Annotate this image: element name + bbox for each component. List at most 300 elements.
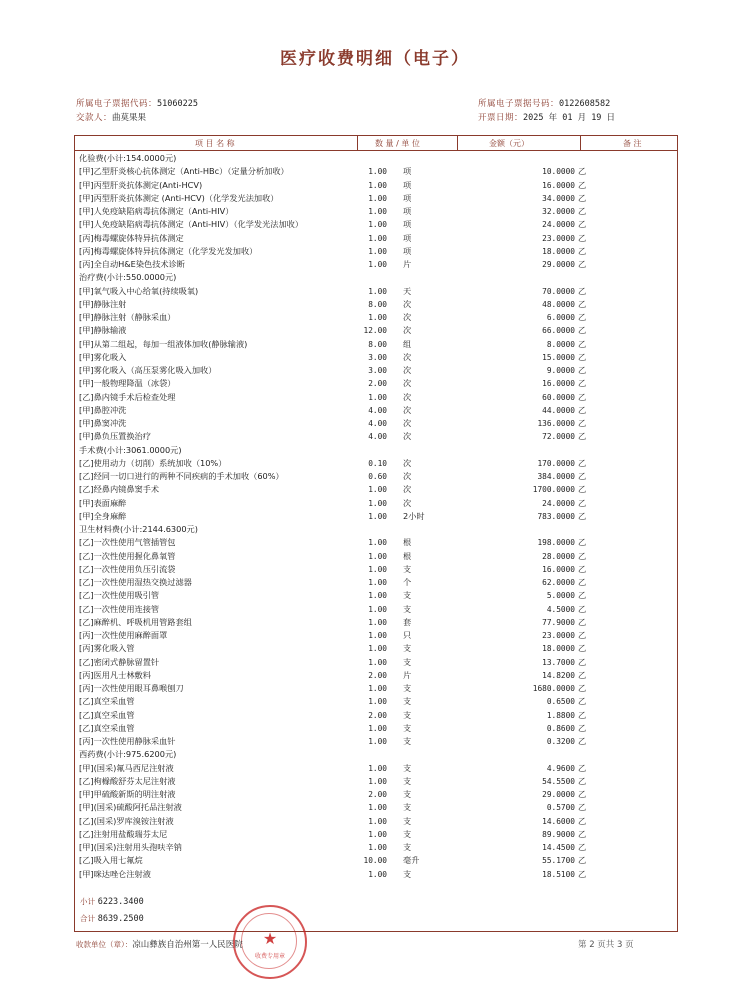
item-unit: 支 <box>403 643 412 654</box>
item-quantity: 1.00 <box>368 843 387 852</box>
item-amount: 1680.0000 <box>532 684 575 693</box>
item-name: [乙]真空采血管 <box>79 696 135 707</box>
item-unit: 支 <box>403 696 412 707</box>
item-name: [甲]雾化吸入 <box>79 351 127 362</box>
subtotal-value: 6223.3400 <box>97 897 144 907</box>
item-quantity: 1.00 <box>368 763 387 773</box>
table-row <box>75 695 677 708</box>
item-unit: 项 <box>403 166 412 177</box>
payee-label: 收款单位（章）： <box>76 940 133 949</box>
item-amount: 10.0000 <box>542 167 575 177</box>
item-note: 乙 <box>578 722 587 733</box>
item-amount: 14.6000 <box>542 816 575 826</box>
seal-star-icon: ★ <box>262 929 278 948</box>
table-row <box>75 603 677 616</box>
item-unit: 支 <box>403 762 412 773</box>
table-row <box>75 722 677 735</box>
item-unit: 只 <box>403 630 412 640</box>
item-quantity: 1.00 <box>368 604 387 614</box>
table-row <box>75 709 677 722</box>
item-amount: 8.0000 <box>546 339 575 349</box>
category-label: 卫生材料费(小计:2144.6300元) <box>79 524 198 534</box>
item-unit: 支 <box>403 603 412 614</box>
item-amount: 0.8600 <box>546 723 575 733</box>
item-amount: 1700.0000 <box>532 485 575 495</box>
item-unit: 次 <box>403 298 412 309</box>
item-name: [乙]一次性使用气管插管包 <box>79 537 176 548</box>
item-amount: 198.0000 <box>537 538 575 548</box>
item-name: [甲](国采)氟马西尼注射液 <box>79 762 174 773</box>
item-name: [甲]丙型肝炎抗体测定 (Anti-HCV)（化学发光法加收） <box>79 192 279 203</box>
item-note: 乙 <box>578 457 587 468</box>
item-note: 乙 <box>578 285 587 296</box>
item-note: 乙 <box>578 298 587 309</box>
table-row <box>75 775 677 788</box>
item-note: 乙 <box>578 166 587 177</box>
table-row <box>75 669 677 682</box>
item-quantity: 1.00 <box>368 776 387 786</box>
item-amount: 18.0000 <box>542 644 575 654</box>
table-row <box>75 815 677 828</box>
item-amount: 48.0000 <box>542 299 575 309</box>
header-note: 备 注 <box>623 139 642 148</box>
subtotal-label: 小计 <box>80 897 95 906</box>
item-name: [甲]雾化吸入（高压泵雾化吸入加收） <box>79 365 217 375</box>
item-unit: 支 <box>403 842 412 852</box>
item-amount: 54.5500 <box>542 776 575 786</box>
item-note: 乙 <box>578 616 587 627</box>
issue-date-value: 2025 年 01 月 19 日 <box>523 113 616 123</box>
table-row <box>75 285 677 298</box>
bill-number-label: 所属电子票据号码： <box>478 99 560 109</box>
item-amount: 29.0000 <box>542 260 575 269</box>
item-amount: 4.5000 <box>546 604 575 614</box>
item-note: 乙 <box>578 775 587 786</box>
category-row <box>75 271 677 284</box>
item-note: 乙 <box>578 497 587 508</box>
table-body <box>75 152 677 881</box>
item-quantity: 8.00 <box>368 299 387 309</box>
item-name: [丙]梅毒螺旋体特异抗体测定 <box>79 232 184 243</box>
item-note: 乙 <box>578 590 587 601</box>
item-name: [乙]真空采血管 <box>79 722 135 733</box>
subtotal <box>80 896 144 907</box>
item-unit: 套 <box>403 616 412 627</box>
item-unit: 次 <box>403 404 412 415</box>
item-name: [甲](国采)注射用头孢呋辛钠 <box>79 842 182 852</box>
item-quantity: 1.00 <box>368 193 387 203</box>
table-row <box>75 868 677 881</box>
item-unit: 支 <box>403 563 412 574</box>
table-row <box>75 179 677 192</box>
item-note: 乙 <box>578 510 587 521</box>
item-unit: 个 <box>403 577 412 587</box>
table-header <box>75 136 677 151</box>
item-name: [甲]人免疫缺陷病毒抗体测定（Anti-HIV） <box>79 206 234 216</box>
item-unit: 支 <box>403 815 412 826</box>
item-unit: 项 <box>403 219 412 230</box>
item-quantity: 1.00 <box>368 167 387 177</box>
item-unit: 次 <box>403 351 412 362</box>
item-amount: 77.9000 <box>542 617 575 627</box>
item-unit: 支 <box>403 656 412 667</box>
category-row <box>75 523 677 536</box>
item-note: 乙 <box>578 683 587 693</box>
item-unit: 次 <box>403 365 412 375</box>
header-qty-unit: 数 量 / 单 位 <box>375 139 420 148</box>
item-unit: 毫升 <box>403 855 420 866</box>
item-name: [乙]使用动力（切削）系统加收（10%） <box>79 457 227 468</box>
table-row <box>75 377 677 390</box>
table-row <box>75 324 677 337</box>
item-note: 乙 <box>578 709 587 720</box>
item-name: [乙](国采)罗库溴铵注射液 <box>79 815 174 826</box>
item-note: 乙 <box>578 789 587 799</box>
item-amount: 1.8800 <box>546 710 575 720</box>
table-row <box>75 232 677 245</box>
item-unit: 根 <box>403 550 412 561</box>
category-label: 治疗费(小计:550.0000元) <box>79 272 177 283</box>
item-quantity: 1.00 <box>368 538 387 548</box>
item-quantity: 1.00 <box>368 260 387 269</box>
table-row <box>75 298 677 311</box>
table-row <box>75 457 677 470</box>
item-unit: 片 <box>403 259 412 269</box>
table-row <box>75 470 677 483</box>
table-row <box>75 788 677 801</box>
table-row <box>75 351 677 364</box>
item-quantity: 4.00 <box>368 432 387 442</box>
item-name: [甲](国采)硫酸阿托品注射液 <box>79 802 182 813</box>
item-note: 乙 <box>578 391 587 402</box>
item-quantity: 1.00 <box>368 591 387 601</box>
item-unit: 次 <box>403 378 412 389</box>
item-amount: 0.6500 <box>546 697 575 707</box>
item-quantity: 1.00 <box>368 657 387 667</box>
item-name: [甲]人免疫缺陷病毒抗体测定（Anti-HIV）（化学发光法加收） <box>79 219 304 230</box>
item-unit: 项 <box>403 192 412 203</box>
table-row <box>75 550 677 563</box>
issue-date-label: 开票日期： <box>478 113 524 123</box>
item-note: 乙 <box>578 245 587 256</box>
item-name: [甲]静脉输液 <box>79 325 127 336</box>
item-amount: 14.8200 <box>542 670 575 680</box>
item-unit: 支 <box>403 802 412 813</box>
item-amount: 16.0000 <box>542 379 575 389</box>
item-amount: 4.9600 <box>546 763 575 773</box>
item-quantity: 1.00 <box>368 697 387 707</box>
bill-code-label: 所属电子票据代码： <box>76 99 158 109</box>
table-row <box>75 497 677 510</box>
item-quantity: 1.00 <box>368 485 387 495</box>
table-row <box>75 801 677 814</box>
hospital-seal <box>233 905 307 979</box>
item-name: [乙]麻醉机、呼吸机用管路套组 <box>79 616 192 627</box>
item-note: 乙 <box>578 630 587 640</box>
item-name: [甲]鼻窦冲洗 <box>79 418 127 428</box>
page-title: 医疗收费明细（电子） <box>280 49 470 69</box>
item-amount: 9.0000 <box>546 366 575 375</box>
item-unit: 次 <box>403 312 412 322</box>
item-amount: 0.3200 <box>546 737 575 746</box>
item-name: [乙]一次性使用吸引管 <box>79 590 160 601</box>
item-note: 乙 <box>578 855 587 866</box>
item-unit: 次 <box>403 431 412 442</box>
item-name: [乙]一次性使用连接管 <box>79 603 160 614</box>
payer-label: 交款人： <box>76 113 113 123</box>
item-note: 乙 <box>578 736 587 746</box>
item-quantity: 12.00 <box>363 326 387 336</box>
payer-value: 曲莫果果 <box>112 113 147 123</box>
table-row <box>75 576 677 589</box>
table-row <box>75 536 677 549</box>
item-quantity: 1.00 <box>368 551 387 561</box>
item-unit: 项 <box>403 206 412 216</box>
item-note: 乙 <box>578 378 587 389</box>
item-note: 乙 <box>578 471 587 481</box>
item-unit: 组 <box>403 338 412 349</box>
item-amount: 783.0000 <box>537 511 575 521</box>
item-quantity: 1.00 <box>368 578 387 587</box>
item-unit: 次 <box>403 484 412 495</box>
item-note: 乙 <box>578 404 587 415</box>
item-quantity: 3.00 <box>368 366 387 375</box>
item-quantity: 2.00 <box>368 790 387 799</box>
item-quantity: 4.00 <box>368 419 387 428</box>
item-amount: 23.0000 <box>542 631 575 640</box>
item-unit: 项 <box>403 245 412 256</box>
item-amount: 18.5100 <box>542 869 575 879</box>
header-divider <box>457 136 458 150</box>
item-quantity: 1.00 <box>368 233 387 243</box>
item-amount: 70.0000 <box>542 286 575 296</box>
item-unit: 次 <box>403 391 412 402</box>
item-amount: 16.0000 <box>542 180 575 190</box>
item-quantity: 1.00 <box>368 803 387 813</box>
item-quantity: 8.00 <box>368 339 387 349</box>
item-note: 乙 <box>578 656 587 667</box>
item-name: [甲]一般物理降温（冰袋） <box>79 378 176 389</box>
item-note: 乙 <box>578 868 587 879</box>
item-amount: 24.0000 <box>542 498 575 508</box>
item-quantity: 1.00 <box>368 246 387 256</box>
item-unit: 支 <box>403 828 412 839</box>
item-note: 乙 <box>578 762 587 773</box>
item-quantity: 2.00 <box>368 710 387 720</box>
item-name: [甲]全身麻醉 <box>79 510 127 521</box>
item-quantity: 1.00 <box>368 829 387 839</box>
item-name: [丙]雾化吸入管 <box>79 643 135 654</box>
item-name: [乙]吸入用七氟烷 <box>79 855 143 866</box>
item-name: [丙]全自动H&E染色技术诊断 <box>79 259 185 269</box>
item-note: 乙 <box>578 338 587 349</box>
item-amount: 28.0000 <box>542 551 575 561</box>
table-row <box>75 483 677 496</box>
item-amount: 18.0000 <box>542 246 575 256</box>
item-name: [丙]一次性使用麻醉面罩 <box>79 630 168 640</box>
item-note: 乙 <box>578 577 587 587</box>
table-row <box>75 245 677 258</box>
item-quantity: 1.00 <box>368 511 387 521</box>
item-unit: 支 <box>403 868 412 879</box>
total-value: 8639.2500 <box>97 914 144 924</box>
item-note: 乙 <box>578 418 587 428</box>
table-row <box>75 854 677 867</box>
bill-number <box>478 97 610 109</box>
item-name: [乙]经鼻内镜鼻窦手术 <box>79 484 160 495</box>
item-unit: 次 <box>403 325 412 336</box>
item-unit: 天 <box>403 285 412 296</box>
item-quantity: 1.00 <box>368 564 387 574</box>
item-amount: 66.0000 <box>542 326 575 336</box>
bill-number-value: 0122608582 <box>559 99 611 109</box>
item-note: 乙 <box>578 550 587 561</box>
item-note: 乙 <box>578 219 587 230</box>
item-note: 乙 <box>578 802 587 813</box>
item-quantity: 2.00 <box>368 379 387 389</box>
item-note: 乙 <box>578 179 587 190</box>
item-note: 乙 <box>578 206 587 216</box>
item-name: [丙]梅毒螺旋体特异抗体测定（化学发光发加收） <box>79 245 258 256</box>
item-quantity: 1.00 <box>368 684 387 693</box>
item-note: 乙 <box>578 484 587 495</box>
item-name: [甲]静脉注射（静脉采血） <box>79 312 176 322</box>
item-name: [甲]表面麻醉 <box>79 497 127 508</box>
item-amount: 13.7000 <box>542 657 575 667</box>
header-divider <box>357 136 358 150</box>
item-name: [甲]鼻负压置换治疗 <box>79 431 151 442</box>
item-quantity: 1.00 <box>368 869 387 879</box>
item-amount: 384.0000 <box>537 472 575 481</box>
header-divider <box>580 136 581 150</box>
item-amount: 62.0000 <box>542 578 575 587</box>
item-quantity: 2.00 <box>368 670 387 680</box>
item-note: 乙 <box>578 643 587 654</box>
table-row <box>75 338 677 351</box>
table-row <box>75 205 677 218</box>
item-name: [甲]甲硫酸新斯的明注射液 <box>79 789 176 799</box>
payee-value: 凉山彝族自治州第一人民医院 <box>132 940 243 950</box>
item-name: [乙]经同一切口进行的两种不同疾病的手术加收（60%） <box>79 471 284 481</box>
item-name: [乙]一次性使用握化鼻氧管 <box>79 550 176 561</box>
item-note: 乙 <box>578 815 587 826</box>
item-quantity: 1.00 <box>368 313 387 322</box>
item-quantity: 10.00 <box>363 856 387 866</box>
item-note: 乙 <box>578 842 587 852</box>
item-unit: 支 <box>403 789 412 799</box>
table-row <box>75 629 677 642</box>
item-unit: 支 <box>403 736 412 746</box>
item-unit: 次 <box>403 418 412 428</box>
item-quantity: 0.10 <box>368 458 387 468</box>
item-note: 乙 <box>578 192 587 203</box>
item-note: 乙 <box>578 563 587 574</box>
item-quantity: 1.00 <box>368 723 387 733</box>
item-amount: 29.0000 <box>542 790 575 799</box>
table-row <box>75 391 677 404</box>
grand-total <box>80 913 144 924</box>
item-amount: 55.1700 <box>542 856 575 866</box>
item-quantity: 1.00 <box>368 207 387 216</box>
table-row <box>75 192 677 205</box>
item-unit: 项 <box>403 179 412 190</box>
category-label: 化验费(小计:154.0000元) <box>79 153 177 163</box>
item-amount: 44.0000 <box>542 405 575 415</box>
item-name: [丙]医用凡士林敷料 <box>79 669 151 680</box>
table-row <box>75 841 677 854</box>
issue-date <box>478 111 615 123</box>
header-amount: 金额（元） <box>489 139 529 148</box>
item-unit: 支 <box>403 775 412 786</box>
item-quantity: 1.00 <box>368 644 387 654</box>
item-quantity: 1.00 <box>368 392 387 402</box>
table-row <box>75 616 677 629</box>
item-unit: 次 <box>403 457 412 468</box>
item-note: 乙 <box>578 431 587 442</box>
item-name: [甲]从第二组起，每加一组液体加收(静脉输液) <box>79 338 248 349</box>
item-unit: 支 <box>403 722 412 733</box>
item-note: 乙 <box>578 351 587 362</box>
category-label: 手术费(小计:3061.0000元) <box>79 444 182 455</box>
item-amount: 34.0000 <box>542 193 575 203</box>
item-quantity: 3.00 <box>368 352 387 362</box>
item-amount: 16.0000 <box>542 564 575 574</box>
payer <box>76 111 146 123</box>
item-note: 乙 <box>578 669 587 680</box>
item-quantity: 4.00 <box>368 405 387 415</box>
item-note: 乙 <box>578 365 587 375</box>
item-unit: 次 <box>403 497 412 508</box>
table-row <box>75 258 677 271</box>
item-amount: 5.0000 <box>546 591 575 601</box>
item-name: [丙]一次性使用眼耳鼻喉刨刀 <box>79 683 184 693</box>
bill-code <box>76 97 198 109</box>
item-quantity: 1.00 <box>368 180 387 190</box>
item-unit: 片 <box>403 669 412 680</box>
table-row <box>75 762 677 775</box>
item-unit: 支 <box>403 590 412 601</box>
page-indicator: 第 2 页共 3 页 <box>578 940 634 950</box>
item-name: [甲]咪达唑仑注射液 <box>79 868 151 879</box>
table-row <box>75 735 677 748</box>
item-quantity: 1.00 <box>368 220 387 230</box>
bill-code-value: 51060225 <box>157 99 198 109</box>
item-amount: 0.5700 <box>546 803 575 813</box>
item-amount: 15.0000 <box>542 352 575 362</box>
item-unit: 支 <box>403 709 412 720</box>
item-note: 乙 <box>578 325 587 336</box>
item-unit: 项 <box>403 232 412 243</box>
header-name: 项 目 名 称 <box>195 139 235 148</box>
table-row <box>75 656 677 669</box>
item-name: [乙]真空采血管 <box>79 709 135 720</box>
item-quantity: 1.00 <box>368 286 387 296</box>
item-name: [乙]鼻内镜手术后检查处理 <box>79 391 176 402</box>
item-name: [甲]静脉注射 <box>79 298 127 309</box>
item-amount: 14.4500 <box>542 843 575 852</box>
item-name: [甲]鼻腔冲洗 <box>79 404 127 415</box>
category-label: 西药费(小计:975.6200元) <box>79 749 177 760</box>
item-note: 乙 <box>578 312 587 322</box>
table-row <box>75 430 677 443</box>
item-note: 乙 <box>578 232 587 243</box>
item-amount: 60.0000 <box>542 392 575 402</box>
item-note: 乙 <box>578 259 587 269</box>
item-quantity: 1.00 <box>368 617 387 627</box>
fee-table <box>74 135 678 932</box>
table-row <box>75 563 677 576</box>
table-row <box>75 311 677 324</box>
